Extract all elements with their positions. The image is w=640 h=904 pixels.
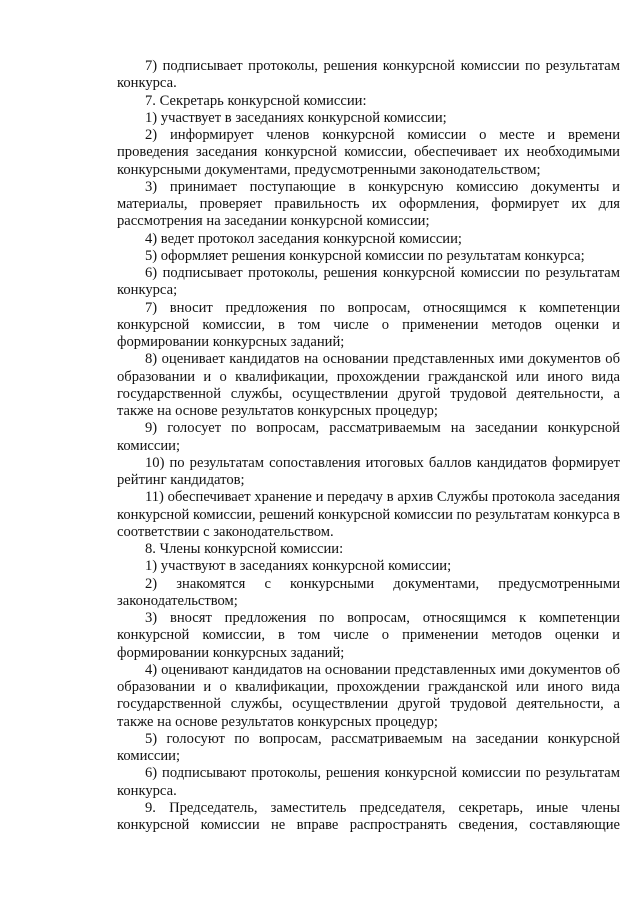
paragraph-1: 7) подписывает протоколы, решения конкурсной комиссии по результатам конкурса.	[117, 58, 620, 92]
section-9-paragraph: 9. Председатель, заместитель председателя, секретарь, иные члены конкурсной комиссии не вправе распространять сведения, составляющие	[117, 799, 620, 833]
paragraph-4: 2) информирует членов конкурсной комиссии о месте и времени проведения заседания конкурсной комиссии, обеспечивает их необходимыми конкурсными документами, предусмотренными законодательством;	[117, 127, 620, 178]
paragraph-9: 7) вносит предложения по вопросам, относящимся к компетенции конкурсной комиссии, в том числе о применении методов оценки и формировании конкурсных заданий;	[117, 299, 620, 350]
paragraph-7: 5) оформляет решения конкурсной комиссии по результатам конкурса;	[145, 247, 585, 264]
paragraph-6: 4) ведет протокол заседания конкурсной комиссии;	[145, 230, 462, 247]
paragraph-19: 5) голосуют по вопросам, рассматриваемым на заседании конкурсной комиссии;	[117, 730, 620, 764]
paragraph-15: 1) участвуют в заседаниях конкурсной комиссии;	[145, 558, 452, 575]
paragraph-20: 6) подписывают протоколы, решения конкурсной комиссии по результатам конкурса.	[117, 765, 620, 799]
section-7-heading: 7. Секретарь конкурсной комиссии:	[145, 92, 367, 109]
paragraph-13: 11) обеспечивает хранение и передачу в архив Службы протокола заседания конкурсной комиссии, решений конкурсной комиссии по результатам конкурса в соответствии с законодательством.	[117, 489, 620, 540]
paragraph-17: 3) вносят предложения по вопросам, относящимся к компетенции конкурсной комиссии, в том числе о применении методов оценки и формировании конкурсных заданий;	[117, 610, 620, 661]
section-8-heading: 8. Члены конкурсной комиссии:	[145, 541, 344, 557]
paragraph-16: 2) знакомятся с конкурсными документами, предусмотренными законодательством;	[117, 575, 620, 609]
paragraph-11: 9) голосует по вопросам, рассматриваемым на заседании конкурсной комиссии;	[117, 420, 620, 454]
paragraph-5: 3) принимает поступающие в конкурсную комиссию документы и материалы, проверяет правильность их оформления, формирует их для рассмотрения на заседании конкурсной комиссии;	[117, 178, 620, 230]
paragraph-18: 4) оценивают кандидатов на основании представленных ими документов об образовании и о квалификации, прохождении гражданской или иного вида государственной службы, осуществлении другой трудовой деятельности, а также на основе результатов конкурсных процедур;	[117, 661, 620, 730]
paragraph-12: 10) по результатам сопоставления итоговых баллов кандидатов формирует рейтинг кандидатов;	[117, 454, 620, 488]
paragraph-10: 8) оценивает кандидатов на основании представленных ими документов об образовании и о квалификации, прохождении гражданской или иного вида государственной службы, осуществлении другой трудовой деятельности, а также на основе результатов конкурсных процедур;	[117, 351, 620, 419]
paragraph-3: 1) участвует в заседаниях конкурсной комиссии;	[145, 109, 447, 126]
paragraph-8: 6) подписывает протоколы, решения конкурсной комиссии по результатам конкурса;	[117, 265, 620, 299]
